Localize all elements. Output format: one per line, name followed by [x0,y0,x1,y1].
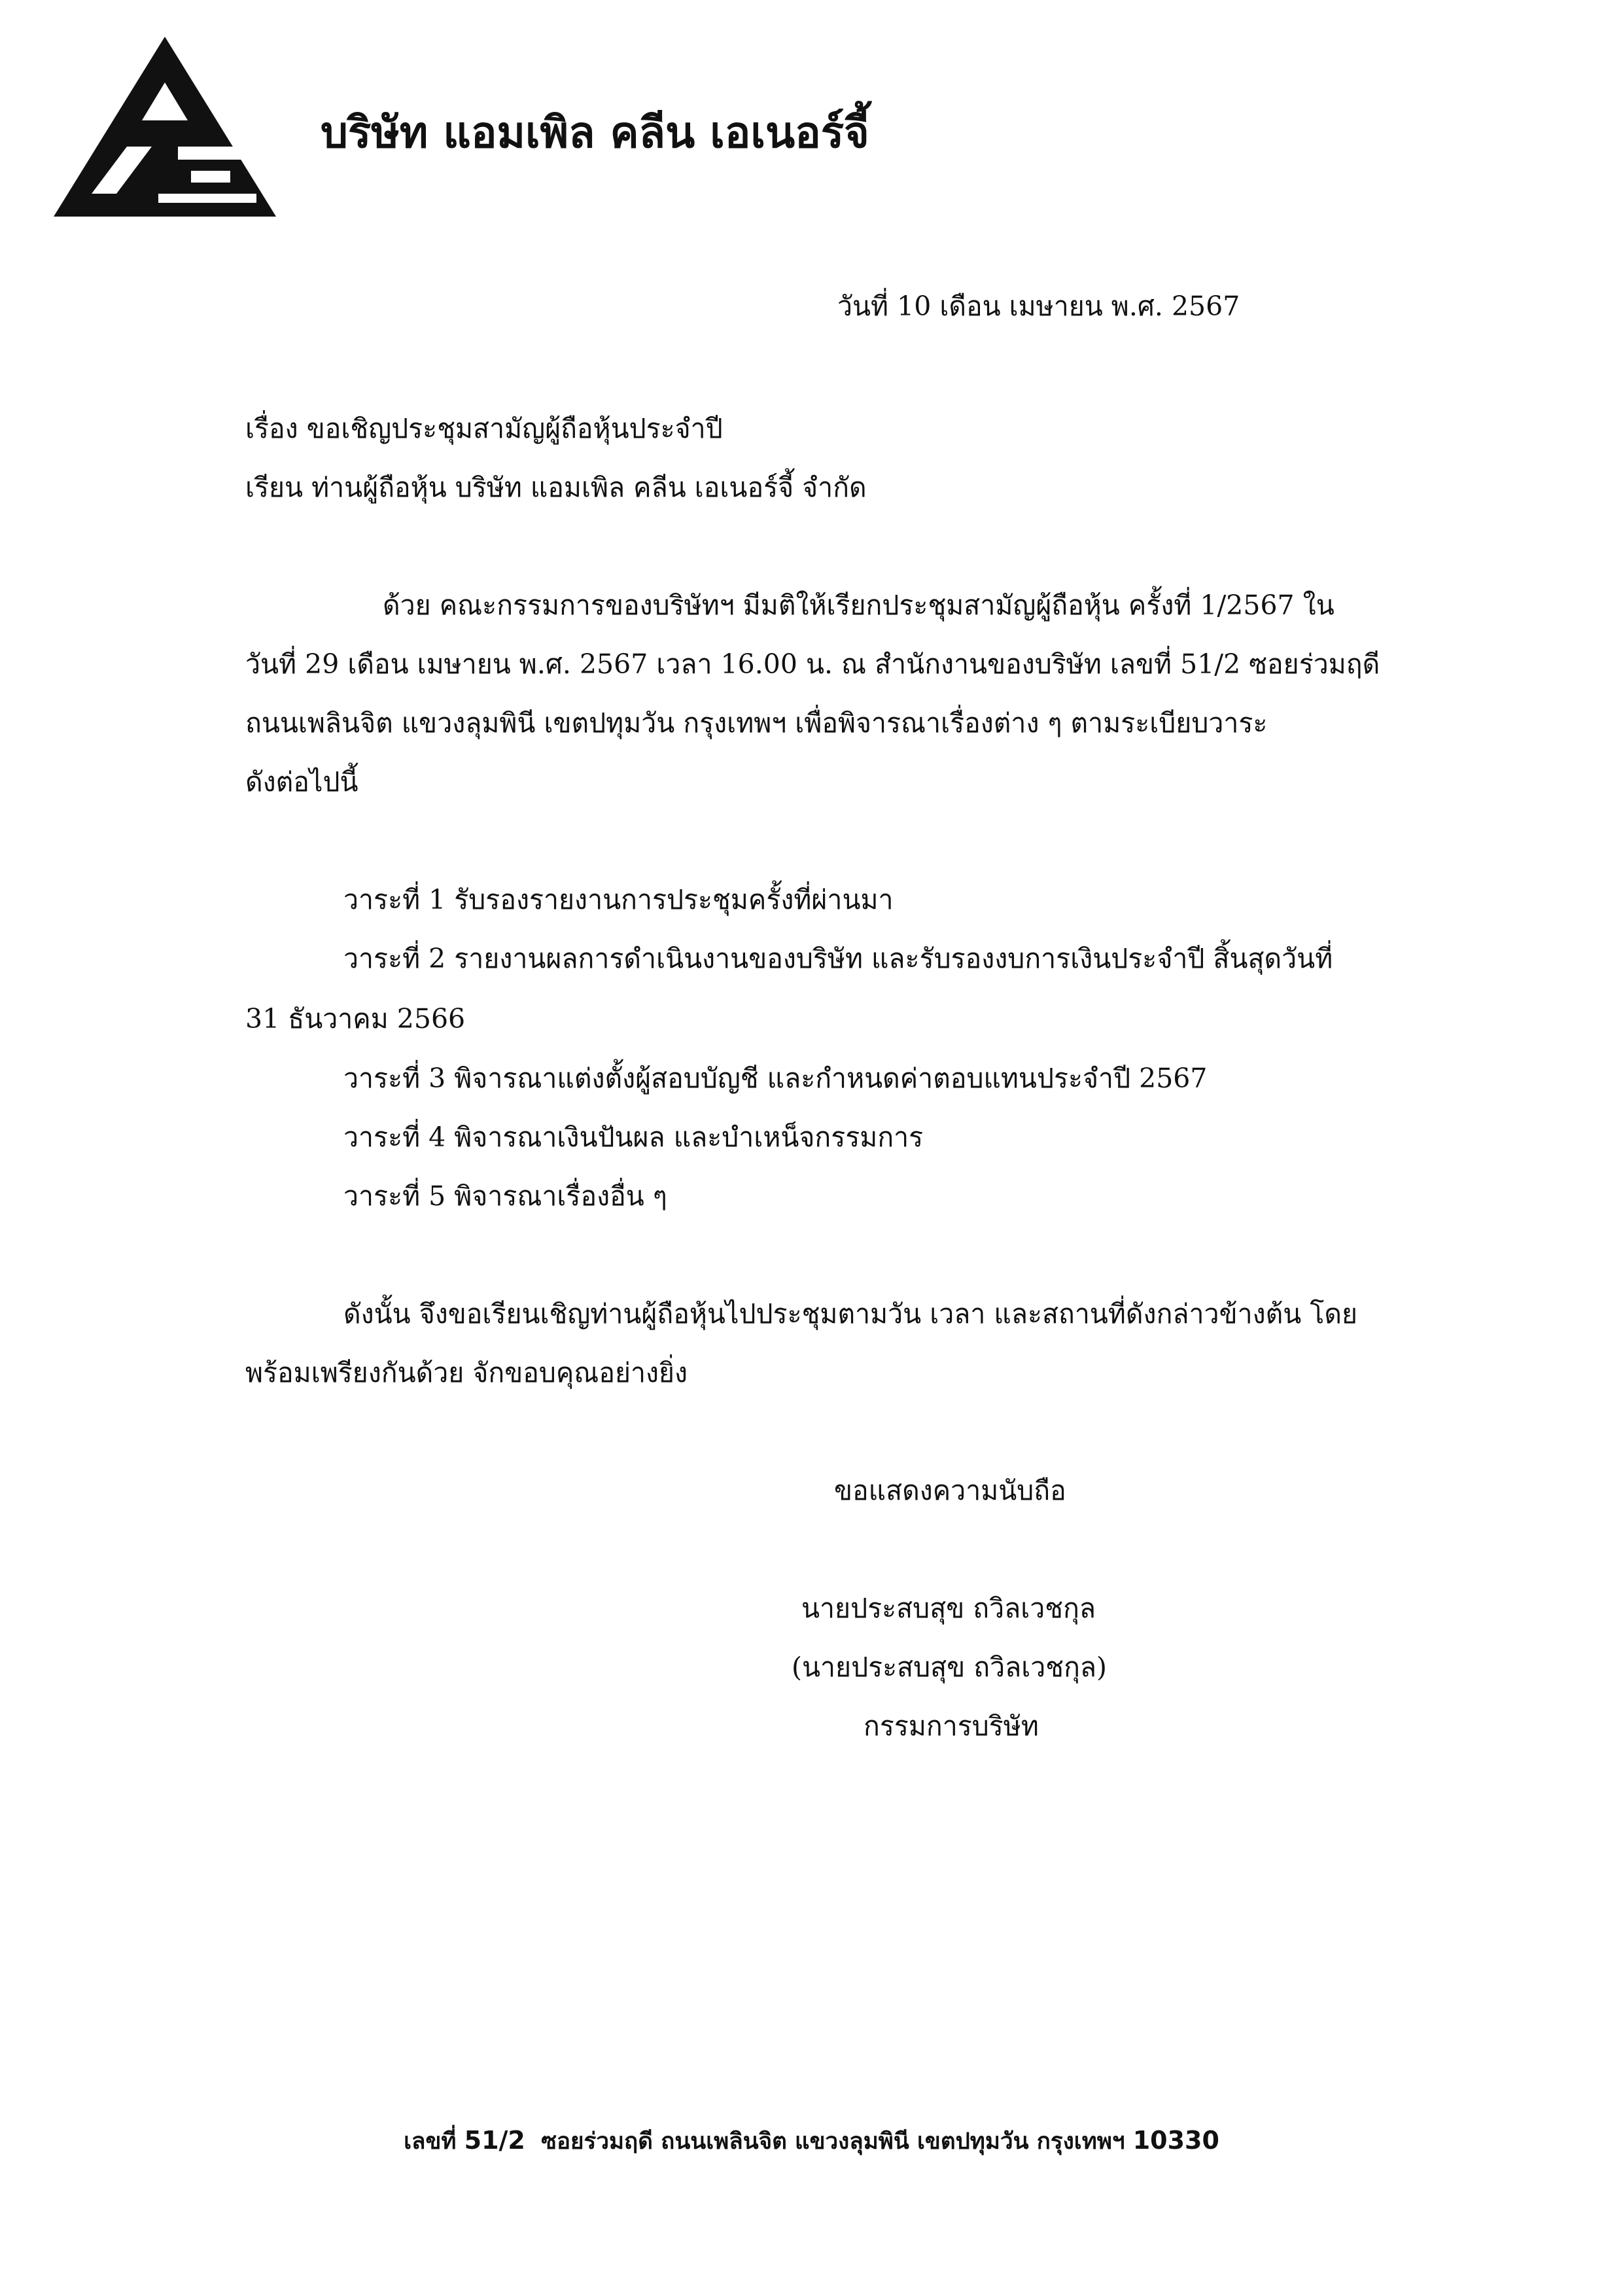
regards-line: ขอแสดงความนับถือ [834,1475,1066,1506]
footer-street-district: ซอยร่วมฤดี ถนนเพลินจิต แขวงลุมพินี เขตปทุมวัน กรุงเทพฯ [541,2128,1125,2155]
recipient-line: เรียน ท่านผู้ถือหุ้น บริษัท แอมเพิล คลีน เอเนอร์จี้ จำกัด [245,472,867,503]
signatory-title: กรรมการบริษัท [864,1710,1039,1742]
footer-postcode: 10330 [1132,2126,1219,2155]
intro-line-1: ด้วย คณะกรรมการของบริษัทฯ มีมติให้เรียกประชุมสามัญผู้ถือหุ้น ครั้งที่ 1/2567 ใน [383,590,1335,621]
agenda-item-4: วาระที่ 4 พิจารณาเงินปันผล และบำเหน็จกรรมการ [343,1122,924,1153]
agenda-item-3: วาระที่ 3 พิจารณาแต่งตั้งผู้สอบบัญชี และกำหนดค่าตอบแทนประจำปี 2567 [343,1063,1208,1094]
agenda-item-2-continued: 31 ธันวาคม 2566 [245,1003,466,1034]
intro-line-4: ดังต่อไปนี้ [245,766,358,798]
company-name: บริษัท แอมเพิล คลีน เอเนอร์จี้ [321,107,869,158]
intro-line-2: วันที่ 29 เดือน เมษายน พ.ศ. 2567 เวลา 16.00 น. ณ สำนักงานของบริษัท เลขที่ 51/2 ซอยร่วมฤดี [245,648,1380,680]
footer-address-prefix: เลขที่ [404,2128,457,2155]
document-date: วันที่ 10 เดือน เมษายน พ.ศ. 2567 [837,291,1240,322]
company-address-footer [0,2123,1623,2159]
agenda-item-1: วาระที่ 1 รับรองรายงานการประชุมครั้งที่ผ่านมา [343,884,894,915]
agenda-item-2: วาระที่ 2 รายงานผลการดำเนินงานของบริษัท และรับรองงบการเงินประจำปี สิ้นสุดวันที่ [343,943,1333,974]
subject-line: เรื่อง ขอเชิญประชุมสามัญผู้ถือหุ้นประจำปี [245,413,723,444]
signatory-name: นายประสบสุข ถวิลเวชกุล [801,1593,1096,1624]
closing-line-2: พร้อมเพรียงกันด้วย จักขอบคุณอย่างยิ่ง [245,1357,688,1388]
signatory-printed-name: (นายประสบสุข ถวิลเวชกุล) [792,1651,1108,1683]
agenda-item-5: วาระที่ 5 พิจารณาเรื่องอื่น ๆ [343,1180,667,1212]
footer-house-number: 51/2 [464,2126,525,2155]
closing-line-1: ดังนั้น จึงขอเรียนเชิญท่านผู้ถือหุ้นไปประชุมตามวัน เวลา และสถานที่ดังกล่าวข้างต้น โดย [343,1298,1357,1330]
intro-line-3: ถนนเพลินจิต แขวงลุมพินี เขตปทุมวัน กรุงเทพฯ เพื่อพิจารณาเรื่องต่าง ๆ ตามระเบียบวาระ [245,707,1268,739]
